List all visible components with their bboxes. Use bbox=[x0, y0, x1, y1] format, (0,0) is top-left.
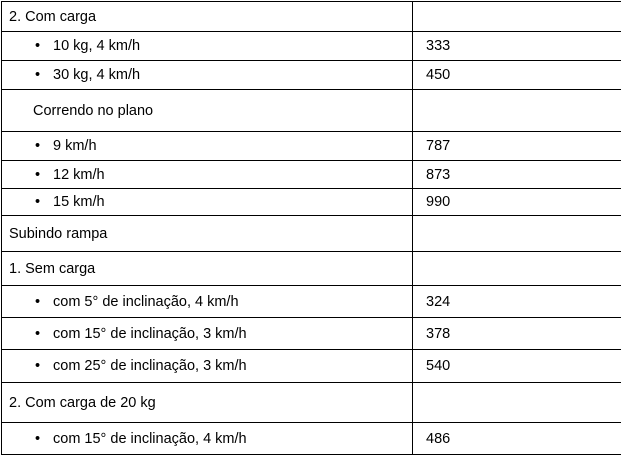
row-value: 486 bbox=[413, 423, 621, 455]
row-label: Subindo rampa bbox=[9, 225, 108, 242]
row-value: 873 bbox=[413, 161, 621, 189]
row-value: 450 bbox=[413, 61, 621, 90]
row-label-cell bbox=[2, 161, 413, 189]
table-row bbox=[2, 132, 621, 161]
row-label-cell bbox=[2, 132, 413, 161]
row-label-cell bbox=[2, 350, 413, 383]
bullet-icon: • bbox=[35, 67, 41, 83]
row-label: 10 kg, 4 km/h bbox=[53, 38, 141, 54]
row-label-cell bbox=[2, 383, 413, 423]
row-value: 787 bbox=[413, 132, 621, 161]
row-value: 540 bbox=[413, 350, 621, 383]
row-label: 1. Sem carga bbox=[9, 260, 96, 277]
bullet-icon: • bbox=[35, 430, 41, 447]
row-label: 30 kg, 4 km/h bbox=[53, 67, 141, 83]
row-label: 15 km/h bbox=[53, 194, 105, 210]
table-row bbox=[2, 383, 621, 423]
row-label-cell bbox=[2, 2, 413, 32]
table-row bbox=[2, 32, 621, 61]
bullet-icon: • bbox=[35, 38, 41, 54]
bullet-icon: • bbox=[35, 138, 41, 154]
table-row bbox=[2, 318, 621, 350]
table-row bbox=[2, 423, 621, 455]
table-row bbox=[2, 350, 621, 383]
bullet-icon: • bbox=[35, 194, 41, 210]
row-label-cell bbox=[2, 318, 413, 350]
table-row bbox=[2, 161, 621, 189]
row-label: 12 km/h bbox=[53, 166, 105, 183]
energy-expenditure-table bbox=[1, 1, 621, 455]
row-value: 378 bbox=[413, 318, 621, 350]
row-value: 990 bbox=[413, 189, 621, 216]
table-row bbox=[2, 2, 621, 32]
table-row bbox=[2, 189, 621, 216]
row-label-cell bbox=[2, 32, 413, 61]
row-label: com 25° de inclinação, 3 km/h bbox=[53, 358, 247, 374]
bullet-icon: • bbox=[35, 358, 41, 374]
row-label: com 5° de inclinação, 4 km/h bbox=[53, 293, 239, 310]
table-row bbox=[2, 286, 621, 318]
bullet-icon: • bbox=[35, 293, 41, 310]
table-row bbox=[2, 61, 621, 90]
row-label: 2. Com carga de 20 kg bbox=[9, 394, 156, 411]
row-label: com 15° de inclinação, 4 km/h bbox=[53, 430, 247, 447]
row-label-cell bbox=[2, 252, 413, 286]
table-row bbox=[2, 90, 621, 132]
row-value bbox=[413, 2, 621, 32]
row-value bbox=[413, 252, 621, 286]
table-body bbox=[2, 2, 621, 455]
row-label-cell bbox=[2, 90, 413, 132]
row-label: 9 km/h bbox=[53, 138, 97, 154]
bullet-icon: • bbox=[35, 166, 41, 183]
bullet-icon: • bbox=[35, 325, 41, 342]
table-row bbox=[2, 252, 621, 286]
row-label-cell bbox=[2, 189, 413, 216]
row-label: 2. Com carga bbox=[9, 8, 97, 25]
row-value bbox=[413, 90, 621, 132]
row-value bbox=[413, 216, 621, 252]
row-label-cell bbox=[2, 286, 413, 318]
row-value bbox=[413, 383, 621, 423]
table-row bbox=[2, 216, 621, 252]
row-value: 333 bbox=[413, 32, 621, 61]
row-value: 324 bbox=[413, 286, 621, 318]
row-label: Correndo no plano bbox=[33, 102, 154, 119]
row-label: com 15° de inclinação, 3 km/h bbox=[53, 325, 247, 342]
row-label-cell bbox=[2, 61, 413, 90]
row-label-cell bbox=[2, 423, 413, 455]
row-label-cell bbox=[2, 216, 413, 252]
